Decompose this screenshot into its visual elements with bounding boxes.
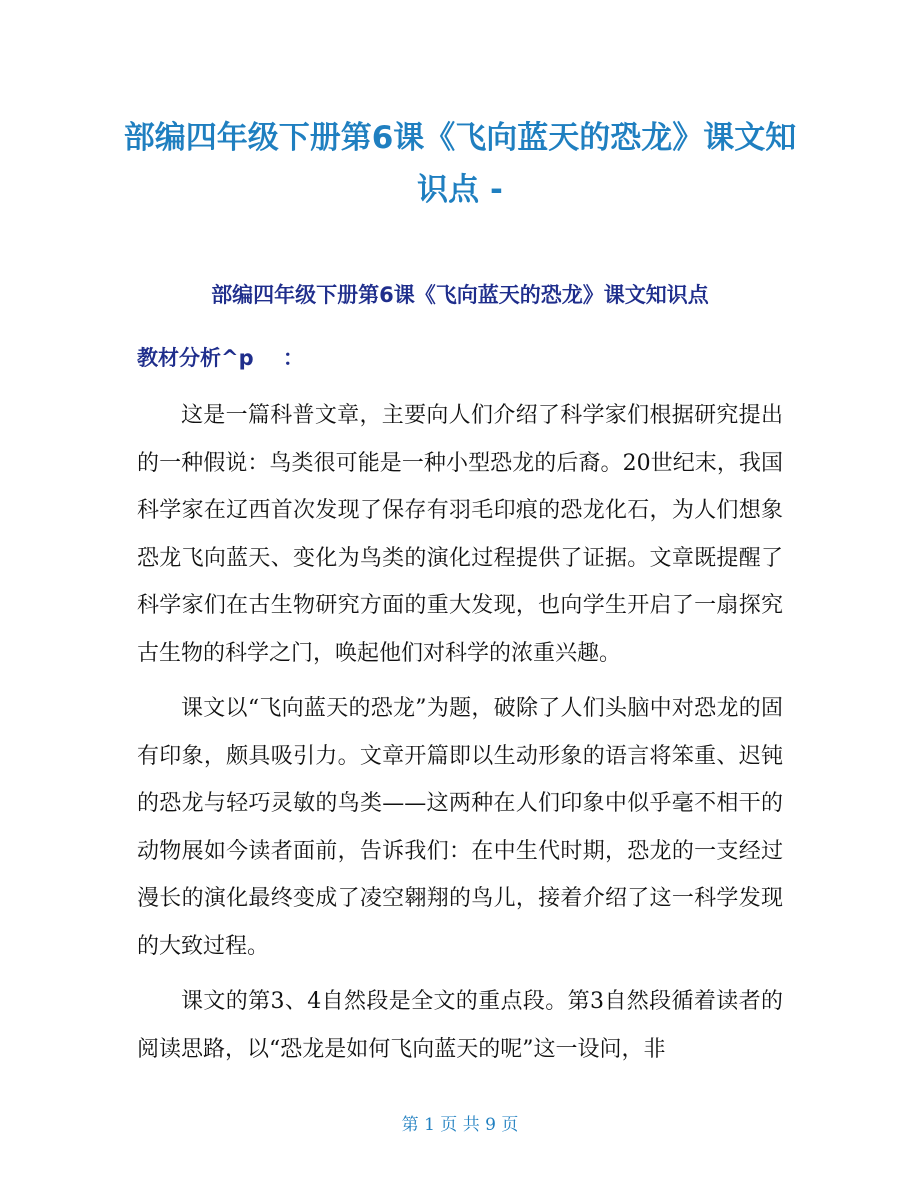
paragraph: 课文的第3、4自然段是全文的重点段。第3自然段循着读者的阅读思路，以“恐龙是如何飞向蓝天的呢”这一设问，非 <box>137 989 783 1062</box>
paragraph: 这是一篇科普文章，主要向人们介绍了科学家们根据研究提出的一种假说：鸟类很可能是一种小型恐龙的后裔。20世纪末，我国科学家在辽西首次发现了保存有羽毛印痕的恐龙化石，为人们想象恐龙飞向蓝天、变化为鸟类的演化过程提供了证据。文章既提醒了科学家们在古生物研究方面的重大发现，也向学生开启了一扇探究古生物的科学之门，唤起他们对科学的浓重兴趣。 <box>137 403 783 666</box>
paragraph: 课文以“飞向蓝天的恐龙”为题，破除了人们头脑中对恐龙的固有印象，颇具吸引力。文章开篇即以生动形象的语言将笨重、迟钝的恐龙与轻巧灵敏的鸟类——这两种在人们印象中似乎毫不相干的动物展如今读者面前，告诉我们：在中生代时期，恐龙的一支经过漫长的演化最终变成了凌空翱翔的鸟儿，接着介绍了这一科学发现的大致过程。 <box>137 696 783 959</box>
page-number-footer: 第 1 页 共 9 页 <box>401 1115 519 1135</box>
document-title: 部编四年级下册第6课《飞向蓝天的恐龙》课文知识点 - <box>123 120 797 208</box>
section-label: 教材分析^p ： <box>137 346 304 370</box>
document-subtitle: 部编四年级下册第6课《飞向蓝天的恐龙》课文知识点 <box>211 283 709 307</box>
document-body <box>137 392 783 1081</box>
